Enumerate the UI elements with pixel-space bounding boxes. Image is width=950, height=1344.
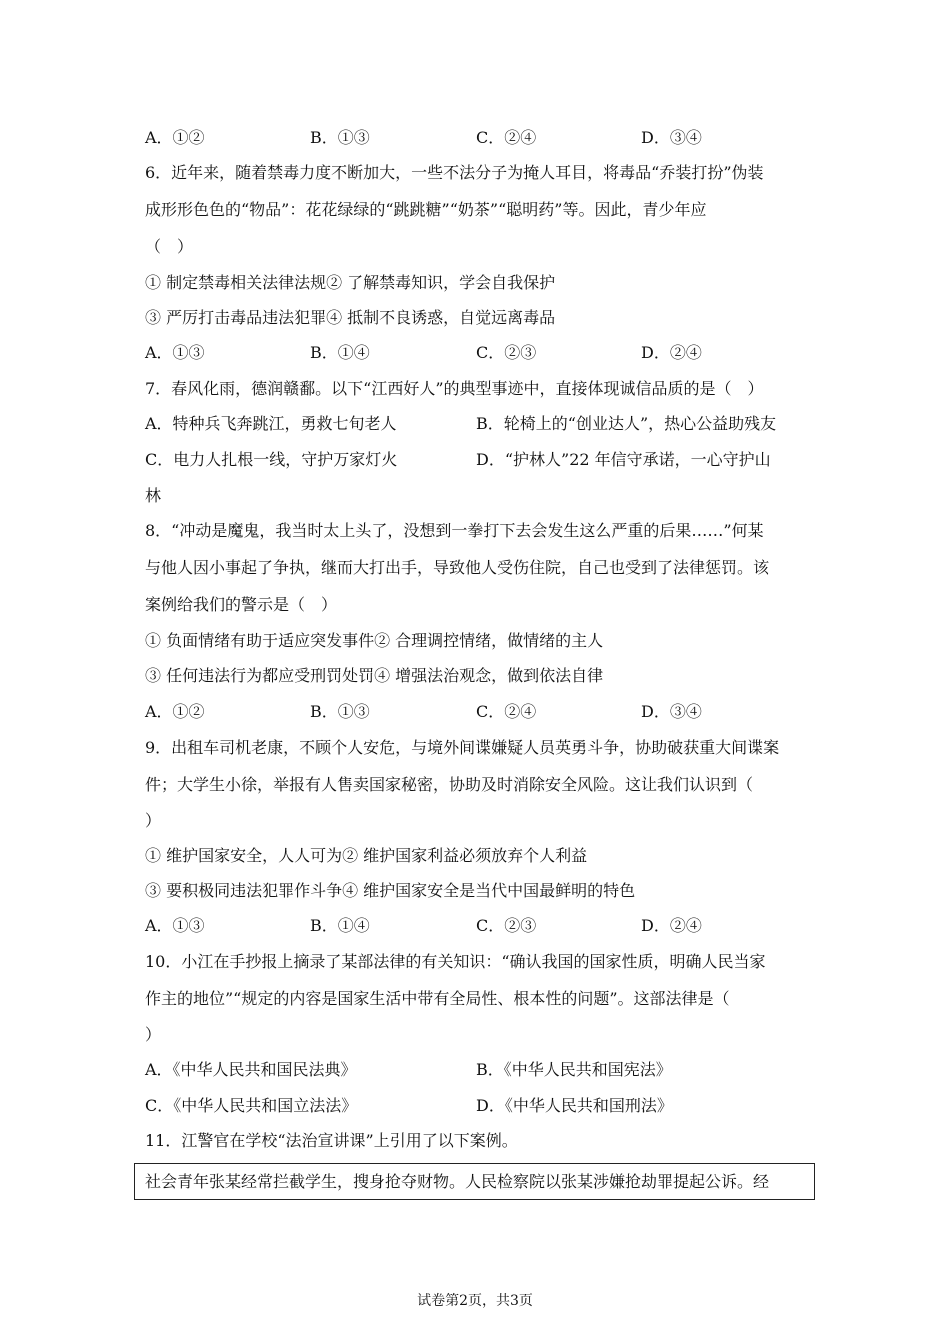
q6-option-c: C．②③ [476,343,537,362]
q6-option-b: B．①④ [310,343,370,362]
q5-option-a: A．①② [145,128,205,147]
q8-option-c: C．②④ [476,702,537,721]
q11-case-text: 社会青年张某经常拦截学生，搜身抢夺财物。人民检察院以张某涉嫌抢劫罪提起公诉。经 [145,1172,770,1191]
q8-stem-line-3: 案例给我们的警示是（ ） [145,595,338,614]
q10-option-a: A．《中华人民共和国民法典》 [145,1060,357,1079]
q5-option-d: D．③④ [641,128,702,147]
q9-stem-line-1: 9．出租车司机老康，不顾个人安危，与境外间谍嫌疑人员英勇斗争，协助破获重大间谍案 [145,738,780,757]
q5-option-b: B．①③ [310,128,370,147]
q5-option-c: C．②④ [476,128,537,147]
q6-option-d: D．②④ [641,343,702,362]
q9-option-c: C．②③ [476,916,537,935]
q8-option-d: D．③④ [641,702,702,721]
q8-option-b: B．①③ [310,702,370,721]
q6-stem-line-2: 成形形色色的“物品”：花花绿绿的“跳跳糖”“奶茶”“聪明药”等。因此，青少年应 [145,200,707,219]
q8-statement-2: ③ 任何违法行为都应受刑罚处罚④ 增强法治观念，做到依法自律 [145,666,604,685]
q10-option-c: C．《中华人民共和国立法法》 [145,1096,358,1115]
q6-statement-1: ① 制定禁毒相关法律法规② 了解禁毒知识，学会自我保护 [145,273,556,292]
q7-option-d: D．“护林人”22 年信守承诺，一心守护山 [476,450,771,469]
q9-option-b: B．①④ [310,916,370,935]
q9-option-d: D．②④ [641,916,702,935]
q6-statement-2: ③ 严厉打击毒品违法犯罪④ 抵制不良诱惑，自觉远离毒品 [145,308,556,327]
q7-option-c: C．电力人扎根一线，守护万家灯火 [145,450,398,469]
q7-option-a: A．特种兵飞奔跳江，勇救七旬老人 [145,414,397,433]
q7-option-d-wrap: 林 [145,486,162,505]
q9-stem-line-3: ） [145,811,162,830]
q9-statement-1: ① 维护国家安全，人人可为② 维护国家利益必须放弃个人利益 [145,846,588,865]
q9-stem-line-2: 件；大学生小徐，举报有人售卖国家秘密，协助及时消除安全风险。这让我们认识到（ [145,775,754,794]
q9-statement-2: ③ 要积极同违法犯罪作斗争④ 维护国家安全是当代中国最鲜明的特色 [145,881,636,900]
q11-case-box [134,1163,815,1200]
q8-statement-1: ① 负面情绪有助于适应突发事件② 合理调控情绪，做情绪的主人 [145,631,604,650]
q10-stem-line-2: 作主的地位”“规定的内容是国家生活中带有全局性、根本性的问题”。这部法律是（ [145,989,730,1008]
page-footer: 试卷第2页，共3页 [417,1293,533,1309]
q11-stem: 11．江警官在学校“法治宣讲课”上引用了以下案例。 [145,1131,518,1150]
q8-stem-line-1: 8．“冲动是魔鬼，我当时太上头了，没想到一拳打下去会发生这么严重的后果……”何某 [145,521,764,540]
q9-option-a: A．①③ [145,916,205,935]
q8-stem-line-2: 与他人因小事起了争执，继而大打出手，导致他人受伤住院，自己也受到了法律惩罚。该 [145,558,770,577]
q10-option-b: B．《中华人民共和国宪法》 [476,1060,672,1079]
q10-stem-line-3: ） [145,1025,162,1044]
q10-stem-line-1: 10．小江在手抄报上摘录了某部法律的有关知识：“确认我国的国家性质，明确人民当家 [145,952,766,971]
q6-stem-line-1: 6．近年来，随着禁毒力度不断加大，一些不法分子为掩人耳目，将毒品“乔装打扮”伪装 [145,163,764,182]
q7-option-b: B．轮椅上的“创业达人”，热心公益助残友 [476,414,777,433]
q7-stem: 7．春风化雨，德润赣鄱。以下“江西好人”的典型事迹中，直接体现诚信品质的是（ ） [145,379,764,398]
q6-stem-line-3: （ ） [145,237,194,256]
q10-option-d: D．《中华人民共和国刑法》 [476,1096,673,1115]
q6-option-a: A．①③ [145,343,205,362]
q8-option-a: A．①② [145,702,205,721]
